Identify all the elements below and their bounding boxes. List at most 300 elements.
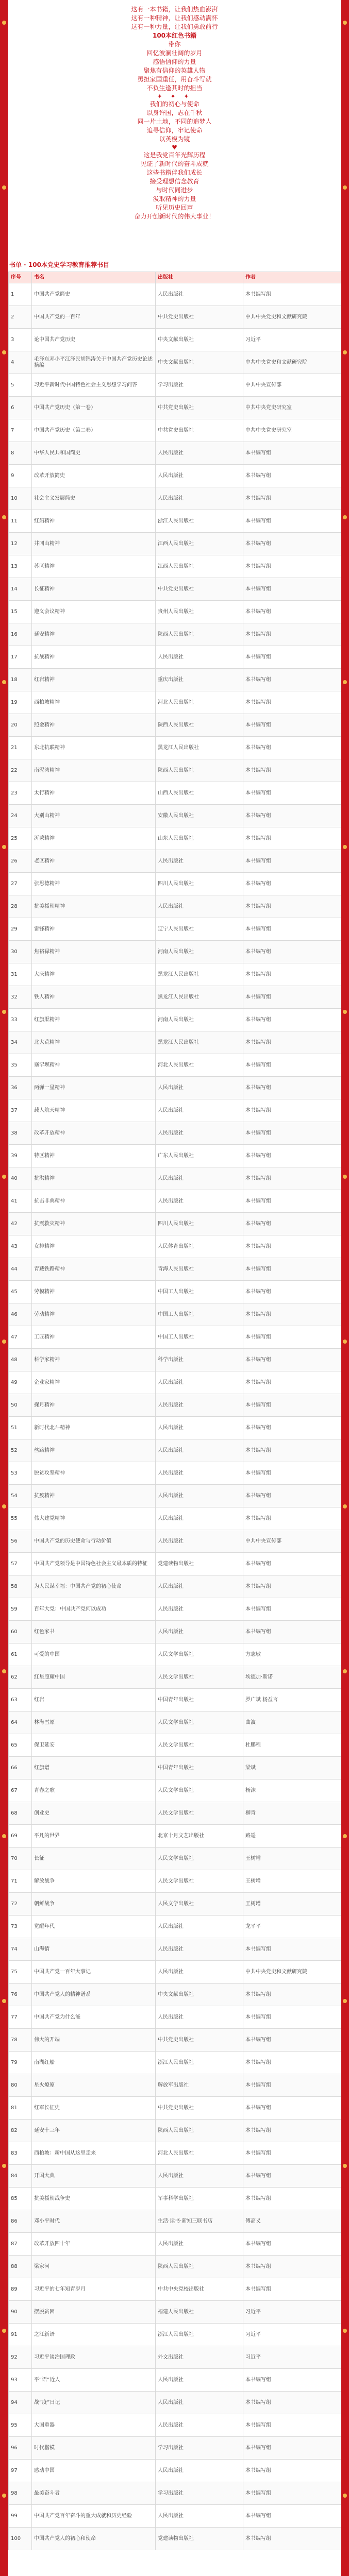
table-cell: 习近平 (243, 2324, 341, 2346)
table-cell: 焦裕禄精神 (32, 941, 156, 963)
table-row (9, 1122, 341, 1145)
table-cell: 中共中央宣传部 (243, 374, 341, 397)
table-cell: 解放军出版社 (156, 2074, 243, 2097)
table-row (9, 2505, 341, 2528)
table-cell: 陕西人民出版社 (156, 759, 243, 782)
table-cell: 59 (9, 1598, 32, 1621)
table-row (9, 1303, 341, 1326)
table-cell: 本书编写组 (243, 1621, 341, 1643)
table-cell: 本书编写组 (243, 283, 341, 306)
table-cell: 69 (9, 1825, 32, 1848)
table-cell: 55 (9, 1507, 32, 1530)
table-cell: 人民文学出版社 (156, 1802, 243, 1825)
border-dot-icon (2, 1010, 6, 1014)
table-cell: 改革开放简史 (32, 465, 156, 487)
table-cell: 本书编写组 (243, 1553, 341, 1575)
table-cell: 红旗渠精神 (32, 1009, 156, 1031)
border-dot-icon (343, 845, 347, 849)
table-cell: 98 (9, 2482, 32, 2505)
table-cell: 本书编写组 (243, 2188, 341, 2210)
table-cell: 科学出版社 (156, 1349, 243, 1371)
table-cell: 人民文学出版社 (156, 1643, 243, 1666)
table-row (9, 1099, 341, 1122)
table-cell: 中国青年出版社 (156, 1689, 243, 1711)
table-cell: 本书编写组 (243, 669, 341, 691)
table-cell: 中共中央党史和文献研究院 (243, 306, 341, 329)
table-cell: 人民出版社 (156, 646, 243, 669)
table-cell: 11 (9, 510, 32, 533)
table-cell: 毛泽东邓小平江泽民胡锦涛关于中国共产党历史论述摘编 (32, 351, 156, 374)
table-cell: 本书编写组 (243, 759, 341, 782)
table-cell: 保卫延安 (32, 1734, 156, 1757)
table-cell: 梁家河 (32, 2256, 156, 2278)
border-dot-icon (2, 680, 6, 684)
table-cell: 习近平 (243, 2301, 341, 2324)
table-row (9, 873, 341, 895)
table-cell: 本书编写组 (243, 1281, 341, 1303)
table-cell: 党建读物出版社 (156, 2528, 243, 2550)
table-cell: 68 (9, 1802, 32, 1825)
table-row (9, 2097, 341, 2120)
table-cell: 本书编写组 (243, 941, 341, 963)
table-cell: 85 (9, 2188, 32, 2210)
table-cell: 89 (9, 2278, 32, 2301)
table-row (9, 2188, 341, 2210)
table-cell: 之江新语 (32, 2324, 156, 2346)
table-cell: 四川人民出版社 (156, 873, 243, 895)
table-cell: 人民出版社 (156, 1417, 243, 1439)
table-cell: 中共中央宣传部 (243, 1530, 341, 1553)
table-cell: 青海人民出版社 (156, 1258, 243, 1281)
table-cell: 中共中央党史研究室 (243, 397, 341, 419)
table-cell: 中国工人出版社 (156, 1326, 243, 1349)
table-cell: 人民出版社 (156, 1530, 243, 1553)
table-cell: 劳动精神 (32, 1303, 156, 1326)
table-cell: 本书编写组 (243, 2029, 341, 2052)
table-cell: 24 (9, 805, 32, 827)
table-cell: 本书编写组 (243, 1009, 341, 1031)
table-cell: 长征精神 (32, 578, 156, 601)
table-row (9, 329, 341, 351)
table-cell: 摆脱贫困 (32, 2301, 156, 2324)
table-cell: 28 (9, 895, 32, 918)
table-cell: 71 (9, 1870, 32, 1893)
intro-line: 汲取精神的力量 (153, 195, 196, 202)
table-cell: 本书编写组 (243, 1507, 341, 1530)
table-cell: 人民出版社 (156, 1961, 243, 1984)
table-row (9, 963, 341, 986)
intro-line: 这有一种力量，让我们勇敢前行 (131, 23, 218, 30)
table-row (9, 669, 341, 691)
table-cell: 黑龙江人民出版社 (156, 963, 243, 986)
table-cell: 本书编写组 (243, 805, 341, 827)
table-row (9, 1167, 341, 1190)
table-cell: 本书编写组 (243, 2278, 341, 2301)
table-cell: 中国共产党百年奋斗的重大成就和历史经验 (32, 2505, 156, 2528)
table-cell: 25 (9, 827, 32, 850)
table-cell: 51 (9, 1417, 32, 1439)
border-dot-icon (343, 21, 347, 25)
table-cell: 70 (9, 1848, 32, 1870)
table-cell: 延安精神 (32, 623, 156, 646)
table-cell: 罗广斌 杨益言 (243, 1689, 341, 1711)
table-cell: 人民出版社 (156, 1122, 243, 1145)
table-row (9, 1575, 341, 1598)
table-cell: 人民出版社 (156, 1621, 243, 1643)
table-cell: 学习出版社 (156, 2482, 243, 2505)
table-cell: 四川人民出版社 (156, 1213, 243, 1235)
table-row (9, 1190, 341, 1213)
table-cell: 52 (9, 1439, 32, 1462)
table-cell: 本书编写组 (243, 646, 341, 669)
border-dot-icon (2, 515, 6, 519)
table-cell: 开国大典 (32, 2165, 156, 2188)
table-cell: 河北人民出版社 (156, 2142, 243, 2165)
table-cell: 本书编写组 (243, 1213, 341, 1235)
table-cell: 本书编写组 (243, 1303, 341, 1326)
border-dot-icon (343, 1010, 347, 1014)
table-cell: 人民出版社 (156, 1462, 243, 1485)
table-cell: 企业家精神 (32, 1371, 156, 1394)
table-cell: 平凡的世界 (32, 1825, 156, 1848)
table-cell: 习近平 (243, 2346, 341, 2369)
table-cell: 林海雪原 (32, 1711, 156, 1734)
table-cell: 81 (9, 2097, 32, 2120)
table-cell: 劳模精神 (32, 1281, 156, 1303)
intro-poem (108, 0, 242, 221)
table-header-cell: 作者 (243, 272, 341, 283)
table-cell: 本书编写组 (243, 1258, 341, 1281)
table-cell: 86 (9, 2210, 32, 2233)
table-row (9, 1848, 341, 1870)
left-red-border (0, 0, 8, 2576)
table-cell: 王树增 (243, 1848, 341, 1870)
table-cell: 人民出版社 (156, 2233, 243, 2256)
table-cell: 北大荒精神 (32, 1031, 156, 1054)
intro-line: 以英模为镜 (159, 135, 190, 143)
table-cell: 41 (9, 1190, 32, 1213)
table-cell: 苏区精神 (32, 555, 156, 578)
table-row (9, 487, 341, 510)
table-cell: 抗疫精神 (32, 1485, 156, 1507)
table-cell: 战“疫”日记 (32, 2392, 156, 2414)
table-cell: 9 (9, 465, 32, 487)
border-dot-icon (343, 1834, 347, 1838)
table-row (9, 465, 341, 487)
table-row (9, 1757, 341, 1780)
table-row (9, 2233, 341, 2256)
table-cell: 新时代北斗精神 (32, 1417, 156, 1439)
table-cell: 人民出版社 (156, 1598, 243, 1621)
table-row (9, 1439, 341, 1462)
table-cell: 社会主义发展简史 (32, 487, 156, 510)
table-row (9, 1394, 341, 1417)
book-table (8, 272, 341, 2550)
table-cell: 东北抗联精神 (32, 737, 156, 759)
border-dot-icon (343, 1504, 347, 1509)
table-cell: 人民出版社 (156, 1439, 243, 1462)
table-cell: 中共党史出版社 (156, 2097, 243, 2120)
table-row (9, 2482, 341, 2505)
table-cell: 66 (9, 1757, 32, 1780)
intro-line: 奋力开创新时代的伟大事业！ (134, 213, 215, 220)
table-row (9, 850, 341, 873)
table-cell: 本书编写组 (243, 2052, 341, 2074)
table-cell: 山东人民出版社 (156, 827, 243, 850)
table-header-cell: 序号 (9, 272, 32, 283)
table-cell: 伟大建党精神 (32, 1507, 156, 1530)
table-cell: 20 (9, 714, 32, 737)
intro-line: 这些书籍伴我们成长 (146, 169, 203, 176)
table-cell: 3 (9, 329, 32, 351)
table-cell: 铁人精神 (32, 986, 156, 1009)
table-row (9, 1507, 341, 1530)
table-cell: 65 (9, 1734, 32, 1757)
table-cell: 中共中央党校出版社 (156, 2278, 243, 2301)
table-cell: 外文出版社 (156, 2346, 243, 2369)
table-row (9, 827, 341, 850)
table-row (9, 918, 341, 941)
table-cell: 中共中央党史和文献研究院 (243, 351, 341, 374)
table-row (9, 2460, 341, 2482)
table-row (9, 1666, 341, 1689)
table-cell: 本书编写组 (243, 2142, 341, 2165)
table-cell: 本书编写组 (243, 1122, 341, 1145)
table-row (9, 1462, 341, 1485)
book-list-title: 书单 · 100本党史学习教育推荐书目 (9, 261, 109, 268)
table-cell: 27 (9, 873, 32, 895)
table-cell: 62 (9, 1666, 32, 1689)
table-cell: 100 (9, 2528, 32, 2550)
table-cell: 中国共产党一百年大事记 (32, 1961, 156, 1984)
table-row (9, 555, 341, 578)
table-cell: 95 (9, 2414, 32, 2437)
table-cell: 大国重器 (32, 2414, 156, 2437)
table-cell: 本书编写组 (243, 2505, 341, 2528)
table-cell: 67 (9, 1780, 32, 1802)
table-cell: 浙江人民出版社 (156, 510, 243, 533)
table-cell: 80 (9, 2074, 32, 2097)
border-dot-icon (343, 2494, 347, 2498)
table-cell: 本书编写组 (243, 1077, 341, 1099)
table-cell: 22 (9, 759, 32, 782)
table-cell: 1 (9, 283, 32, 306)
table-cell: 82 (9, 2120, 32, 2142)
table-cell: 44 (9, 1258, 32, 1281)
table-cell: 学习出版社 (156, 2437, 243, 2460)
table-cell: 96 (9, 2437, 32, 2460)
table-cell: 红星照耀中国 (32, 1666, 156, 1689)
table-cell: 探月精神 (32, 1394, 156, 1417)
table-row (9, 1916, 341, 1938)
table-cell: 解放战争 (32, 1870, 156, 1893)
table-cell: 中国共产党历史（第二卷） (32, 419, 156, 442)
table-row (9, 351, 341, 374)
table-cell: 16 (9, 623, 32, 646)
table-cell: 本书编写组 (243, 2233, 341, 2256)
table-cell: 本书编写组 (243, 1099, 341, 1122)
table-cell: 红船精神 (32, 510, 156, 533)
table-cell: 抗洪精神 (32, 1167, 156, 1190)
table-cell: 方志敏 (243, 1643, 341, 1666)
table-cell: 习近平谈治国理政 (32, 2346, 156, 2369)
border-dot-icon (343, 185, 347, 190)
border-dot-icon (343, 350, 347, 354)
table-cell: 21 (9, 737, 32, 759)
table-cell: 60 (9, 1621, 32, 1643)
border-dot-icon (343, 515, 347, 519)
table-cell: 本书编写组 (243, 2528, 341, 2550)
table-cell: 丝路精神 (32, 1439, 156, 1462)
table-cell: 人民出版社 (156, 2006, 243, 2029)
table-row (9, 2120, 341, 2142)
table-cell: 本书编写组 (243, 2097, 341, 2120)
table-cell: 红军长征史 (32, 2097, 156, 2120)
table-row (9, 1870, 341, 1893)
table-row (9, 510, 341, 533)
table-row (9, 1417, 341, 1439)
table-cell: 人民出版社 (156, 1507, 243, 1530)
table-cell: 人民出版社 (156, 1394, 243, 1417)
table-row (9, 1598, 341, 1621)
table-cell: 本书编写组 (243, 533, 341, 555)
table-row (9, 533, 341, 555)
table-cell: 可爱的中国 (32, 1643, 156, 1666)
table-cell: 红岩精神 (32, 669, 156, 691)
border-dot-icon (343, 1340, 347, 1344)
table-cell: 河北人民出版社 (156, 1054, 243, 1077)
table-cell: 29 (9, 918, 32, 941)
table-cell: 5 (9, 374, 32, 397)
table-cell: 河北人民出版社 (156, 691, 243, 714)
table-cell: 93 (9, 2369, 32, 2392)
table-cell: 雷锋精神 (32, 918, 156, 941)
intro-line: 我们的初心与使命 (149, 100, 200, 108)
table-cell: 江西人民出版社 (156, 555, 243, 578)
table-cell: 两弹一星精神 (32, 1077, 156, 1099)
table-cell: 浙江人民出版社 (156, 2052, 243, 2074)
table-cell: 77 (9, 2006, 32, 2029)
table-row (9, 1530, 341, 1553)
table-cell: 中国工人出版社 (156, 1303, 243, 1326)
table-cell: 人民出版社 (156, 442, 243, 465)
table-row (9, 691, 341, 714)
intro-line: 聚焦有信仰的英雄人物 (143, 67, 206, 74)
border-dot-icon (343, 2329, 347, 2333)
table-cell: 30 (9, 941, 32, 963)
table-cell: 本书编写组 (243, 1439, 341, 1462)
table-cell: 本书编写组 (243, 2482, 341, 2505)
table-cell: 埃德加·斯诺 (243, 1666, 341, 1689)
table-cell: 中国共产党的历史使命与行动价值 (32, 1530, 156, 1553)
intro-line: 以身许国，志在千秋 (146, 109, 203, 116)
table-cell: 黑龙江人民出版社 (156, 1031, 243, 1054)
table-row (9, 1938, 341, 1961)
table-cell: 31 (9, 963, 32, 986)
table-cell: 人民文学出版社 (156, 1848, 243, 1870)
table-cell: 中国共产党历史（第一卷） (32, 397, 156, 419)
table-row (9, 1145, 341, 1167)
table-cell: 杨沫 (243, 1780, 341, 1802)
border-dot-icon (343, 680, 347, 684)
table-cell: 脱贫攻坚精神 (32, 1462, 156, 1485)
table-cell: 本书编写组 (243, 1235, 341, 1258)
table-row (9, 1371, 341, 1394)
table-cell: 本书编写组 (243, 578, 341, 601)
table-cell: 中共党史出版社 (156, 419, 243, 442)
table-row (9, 895, 341, 918)
table-cell: 63 (9, 1689, 32, 1711)
table-cell: 南泥湾精神 (32, 759, 156, 782)
table-cell: 13 (9, 555, 32, 578)
table-cell: 人民出版社 (156, 2369, 243, 2392)
table-cell: 中央文献出版社 (156, 351, 243, 374)
table-cell: 79 (9, 2052, 32, 2074)
table-cell: 中国工人出版社 (156, 1281, 243, 1303)
table-cell: 14 (9, 578, 32, 601)
table-cell: 36 (9, 1077, 32, 1099)
table-cell: 青春之歌 (32, 1780, 156, 1802)
table-cell: 本书编写组 (243, 1462, 341, 1485)
table-cell: 人民文学出版社 (156, 1666, 243, 1689)
table-row (9, 1711, 341, 1734)
table-cell: 本书编写组 (243, 1031, 341, 1054)
table-cell: 党建读物出版社 (156, 1553, 243, 1575)
table-row (9, 2142, 341, 2165)
table-row (9, 646, 341, 669)
table-cell: 97 (9, 2460, 32, 2482)
table-cell: 柳青 (243, 1802, 341, 1825)
table-cell: 延安十三年 (32, 2120, 156, 2142)
table-cell: 西柏坡：新中国从这里走来 (32, 2142, 156, 2165)
intro-line: 带你 (168, 41, 181, 48)
table-cell: 陕西人民出版社 (156, 714, 243, 737)
table-cell: 张思德精神 (32, 873, 156, 895)
intro-line: 追寻信仰，牢记使命 (146, 127, 203, 134)
table-cell: 为人民谋幸福：中国共产党的初心使命 (32, 1575, 156, 1598)
table-cell: 科学家精神 (32, 1349, 156, 1371)
intro-line: 这有一种精神，让我们感动满怀 (131, 14, 218, 22)
table-cell: 觉醒年代 (32, 1916, 156, 1938)
table-row (9, 1961, 341, 1984)
table-cell: 43 (9, 1235, 32, 1258)
table-cell: 本书编写组 (243, 827, 341, 850)
table-cell: 学习出版社 (156, 374, 243, 397)
table-row (9, 1031, 341, 1054)
intro-line: 听见历史回声 (156, 204, 193, 211)
table-cell: 本书编写组 (243, 895, 341, 918)
intro-line: 回忆波澜壮阔的岁月 (146, 49, 203, 57)
table-cell: 本书编写组 (243, 918, 341, 941)
table-row (9, 941, 341, 963)
table-row (9, 1893, 341, 1916)
table-cell: 10 (9, 487, 32, 510)
border-dot-icon (2, 2494, 6, 2498)
table-cell: 46 (9, 1303, 32, 1326)
table-cell: 人民出版社 (156, 2414, 243, 2437)
table-cell: 改革开放精神 (32, 1122, 156, 1145)
table-cell: 49 (9, 1371, 32, 1394)
table-cell: 北京十月文艺出版社 (156, 1825, 243, 1848)
table-cell: 本书编写组 (243, 1145, 341, 1167)
border-dot-icon (2, 1175, 6, 1179)
table-row (9, 805, 341, 827)
table-cell: 西柏坡精神 (32, 691, 156, 714)
table-cell: 57 (9, 1553, 32, 1575)
table-cell: 本书编写组 (243, 1326, 341, 1349)
table-cell: 87 (9, 2233, 32, 2256)
table-cell: 本书编写组 (243, 2165, 341, 2188)
